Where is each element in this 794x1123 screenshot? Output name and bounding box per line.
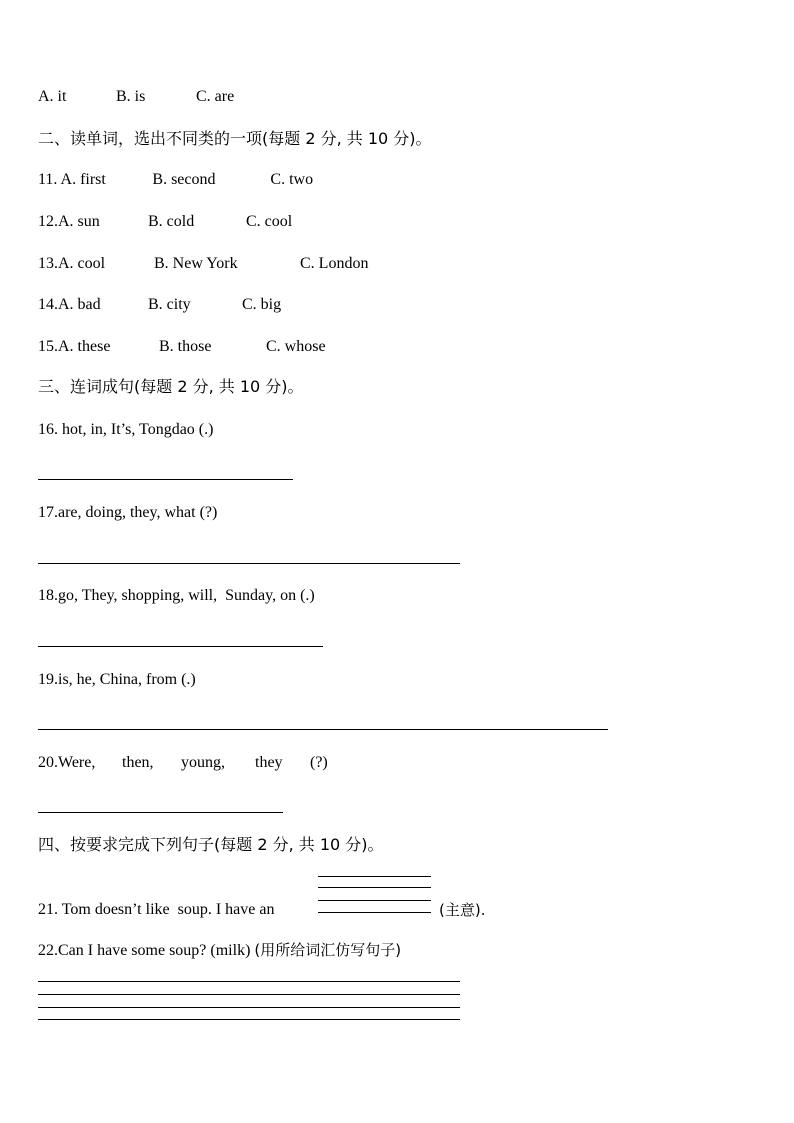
option-b: B. those bbox=[159, 338, 212, 355]
question-14 bbox=[38, 295, 281, 315]
option-a: .A. cool bbox=[54, 255, 106, 272]
question-13 bbox=[38, 254, 368, 274]
question-number: 13 bbox=[38, 255, 54, 272]
question-number: 21 bbox=[38, 901, 54, 918]
answer-line-22[interactable] bbox=[38, 1019, 460, 1020]
hint-text: (用所给词汇仿写句子) bbox=[254, 941, 402, 959]
option-b: B. cold bbox=[148, 213, 195, 230]
fill-line[interactable] bbox=[318, 887, 431, 888]
answer-line-16[interactable] bbox=[38, 479, 293, 480]
option-c: C. cool bbox=[246, 213, 293, 230]
section3-heading: 三、连词成句(每题 2 分, 共 10 分)。 bbox=[38, 377, 304, 396]
answer-line-20[interactable] bbox=[38, 812, 283, 813]
option-c: C. whose bbox=[266, 338, 326, 355]
option-c: C. London bbox=[300, 255, 369, 272]
question-18 bbox=[38, 586, 315, 606]
question-21 bbox=[38, 900, 274, 920]
answer-line-17[interactable] bbox=[38, 563, 460, 564]
question-number: 22 bbox=[38, 942, 54, 959]
q10-option-c: C. are bbox=[196, 88, 235, 105]
question-number: 20 bbox=[38, 754, 54, 771]
option-a: . A. first bbox=[53, 171, 106, 188]
option-b: B. second bbox=[152, 171, 216, 188]
option-b: B. New York bbox=[154, 255, 238, 272]
question-19 bbox=[38, 670, 196, 690]
q10-option-b: B. is bbox=[116, 88, 146, 105]
question-11 bbox=[38, 170, 313, 190]
question-12 bbox=[38, 212, 292, 232]
hint-text: (主意). bbox=[439, 901, 486, 919]
option-c: C. big bbox=[242, 296, 282, 313]
question-number: 14 bbox=[38, 296, 54, 313]
word: (?) bbox=[310, 754, 328, 771]
section2-heading: 二、读单词，选出不同类的一项(每题 2 分, 共 10 分)。 bbox=[38, 129, 432, 148]
option-a: .A. these bbox=[54, 338, 111, 355]
word: young, bbox=[181, 754, 225, 771]
word: then, bbox=[122, 754, 154, 771]
option-a: .A. bad bbox=[54, 296, 101, 313]
fill-line[interactable] bbox=[318, 912, 431, 913]
question-16 bbox=[38, 420, 213, 440]
word: they bbox=[255, 754, 283, 771]
option-b: B. city bbox=[148, 296, 191, 313]
question-text: .Can I have some soup? (milk) bbox=[54, 942, 251, 959]
question-number: 11 bbox=[38, 171, 54, 188]
question-number: 16 bbox=[38, 421, 54, 438]
question-text: .is, he, China, from (.) bbox=[54, 671, 196, 688]
question-number: 12 bbox=[38, 213, 54, 230]
question-number: 19 bbox=[38, 671, 54, 688]
question-15 bbox=[38, 337, 326, 357]
q10-option-a: A. it bbox=[38, 88, 67, 105]
question-text: . Tom doesn’t like soup. I have an bbox=[54, 901, 275, 918]
answer-line-18[interactable] bbox=[38, 646, 323, 647]
option-a: .A. sun bbox=[54, 213, 100, 230]
question-number: 17 bbox=[38, 504, 54, 521]
question-20 bbox=[38, 753, 328, 773]
fill-line[interactable] bbox=[318, 876, 431, 877]
answer-line-22[interactable] bbox=[38, 1007, 460, 1008]
answer-line-22[interactable] bbox=[38, 994, 460, 995]
question-17 bbox=[38, 503, 217, 523]
question-text: .are, doing, they, what (?) bbox=[54, 504, 218, 521]
section4-heading: 四、按要求完成下列句子(每题 2 分, 共 10 分)。 bbox=[38, 835, 384, 854]
option-c: C. two bbox=[270, 171, 314, 188]
fill-line[interactable] bbox=[318, 900, 431, 901]
question-number: 18 bbox=[38, 587, 54, 604]
answer-line-22[interactable] bbox=[38, 981, 460, 982]
answer-line-19[interactable] bbox=[38, 729, 608, 730]
question-text: .go, They, shopping, will, Sunday, on (.) bbox=[54, 587, 315, 604]
word: .Were, bbox=[54, 754, 96, 771]
question-21-hint bbox=[439, 900, 485, 921]
question-text: . hot, in, It’s, Tongdao (.) bbox=[54, 421, 214, 438]
q10-options bbox=[38, 87, 234, 107]
question-number: 15 bbox=[38, 338, 54, 355]
question-22 bbox=[38, 940, 401, 961]
